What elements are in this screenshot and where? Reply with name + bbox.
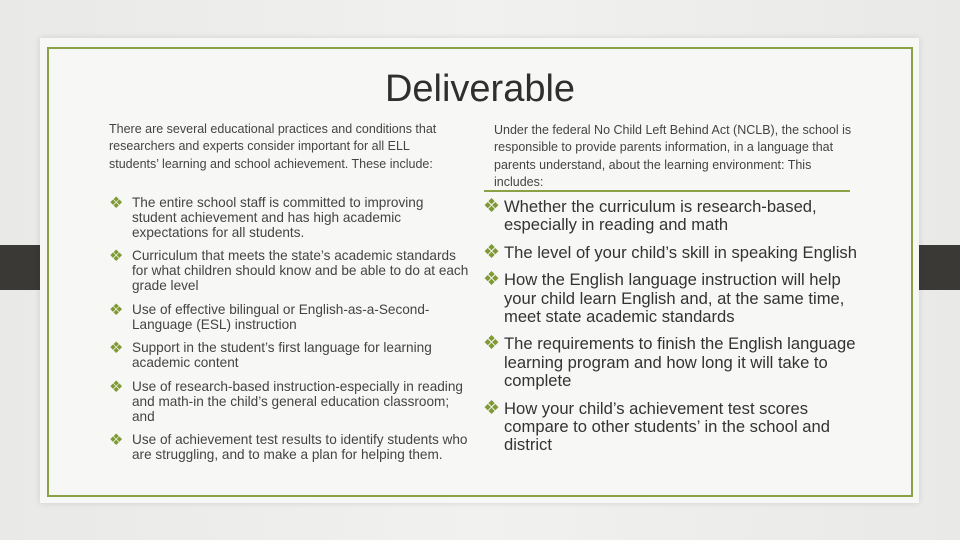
diamond-bullet-icon: ❖	[483, 333, 501, 355]
diamond-bullet-icon: ❖	[483, 397, 501, 419]
list-item-text: How the English language instruction will help your child learn English and, at the same time, meet state academic standards	[504, 270, 845, 327]
list-item-text: Support in the student’s first language for learning academic content	[132, 340, 432, 371]
diamond-bullet-icon: ❖	[109, 195, 124, 212]
diamond-bullet-icon: ❖	[483, 241, 501, 263]
right-intro-text: Under the federal No Child Left Behind Act (NCLB), the school is responsible to provide parents information, in a language that parents understand, about the learning environment: This includes:	[494, 123, 852, 189]
diamond-bullet-icon: ❖	[109, 432, 124, 450]
diamond-bullet-icon: ❖	[109, 340, 124, 358]
right-intro-divider	[484, 190, 850, 192]
list-item-text: The level of your child’s skill in speaking English	[504, 242, 857, 262]
list-item-text: Curriculum that meets the state’s academic standards for what children should know and be able to do at each grade level	[132, 248, 469, 293]
list-item-text: Use of achievement test results to identify students who are struggling, and to make a plan for helping them.	[132, 432, 468, 463]
list-item	[109, 196, 469, 240]
left-intro-text: There are several educational practices and conditions that researchers and experts consider important for all ELL students’ learning and school achievement. These include:	[109, 122, 437, 171]
right-bullet-list	[483, 198, 858, 464]
list-item-text: The requirements to finish the English language learning program and how long it will take to complete	[504, 334, 856, 391]
list-item	[483, 397, 858, 455]
left-bullet-list	[109, 196, 469, 472]
list-item	[483, 198, 858, 235]
list-item-text: The entire school staff is committed to improving student achievement and has high academic expectations for all students.	[132, 195, 424, 240]
list-item	[109, 249, 469, 293]
list-item	[483, 335, 858, 390]
list-item	[109, 303, 469, 333]
list-item-text: How your child’s achievement test scores compare to other students’ in the school and district	[504, 398, 830, 455]
list-item	[109, 380, 469, 424]
list-item-text: Use of effective bilingual or English-as-a-Second-Language (ESL) instruction	[132, 301, 430, 332]
list-item-text: Whether the curriculum is research-based, especially in reading and math	[504, 197, 817, 235]
list-item	[483, 241, 858, 263]
list-item	[109, 341, 469, 371]
diamond-bullet-icon: ❖	[483, 196, 501, 217]
diamond-bullet-icon: ❖	[483, 269, 501, 291]
list-item	[109, 433, 469, 463]
slide-title: Deliverable	[384, 68, 576, 110]
diamond-bullet-icon: ❖	[109, 301, 124, 319]
list-item	[483, 271, 858, 326]
diamond-bullet-icon: ❖	[109, 248, 124, 266]
list-item-text: Use of research-based instruction-especially in reading and math-in the child’s general education classroom; and	[132, 378, 463, 424]
diamond-bullet-icon: ❖	[109, 378, 124, 396]
